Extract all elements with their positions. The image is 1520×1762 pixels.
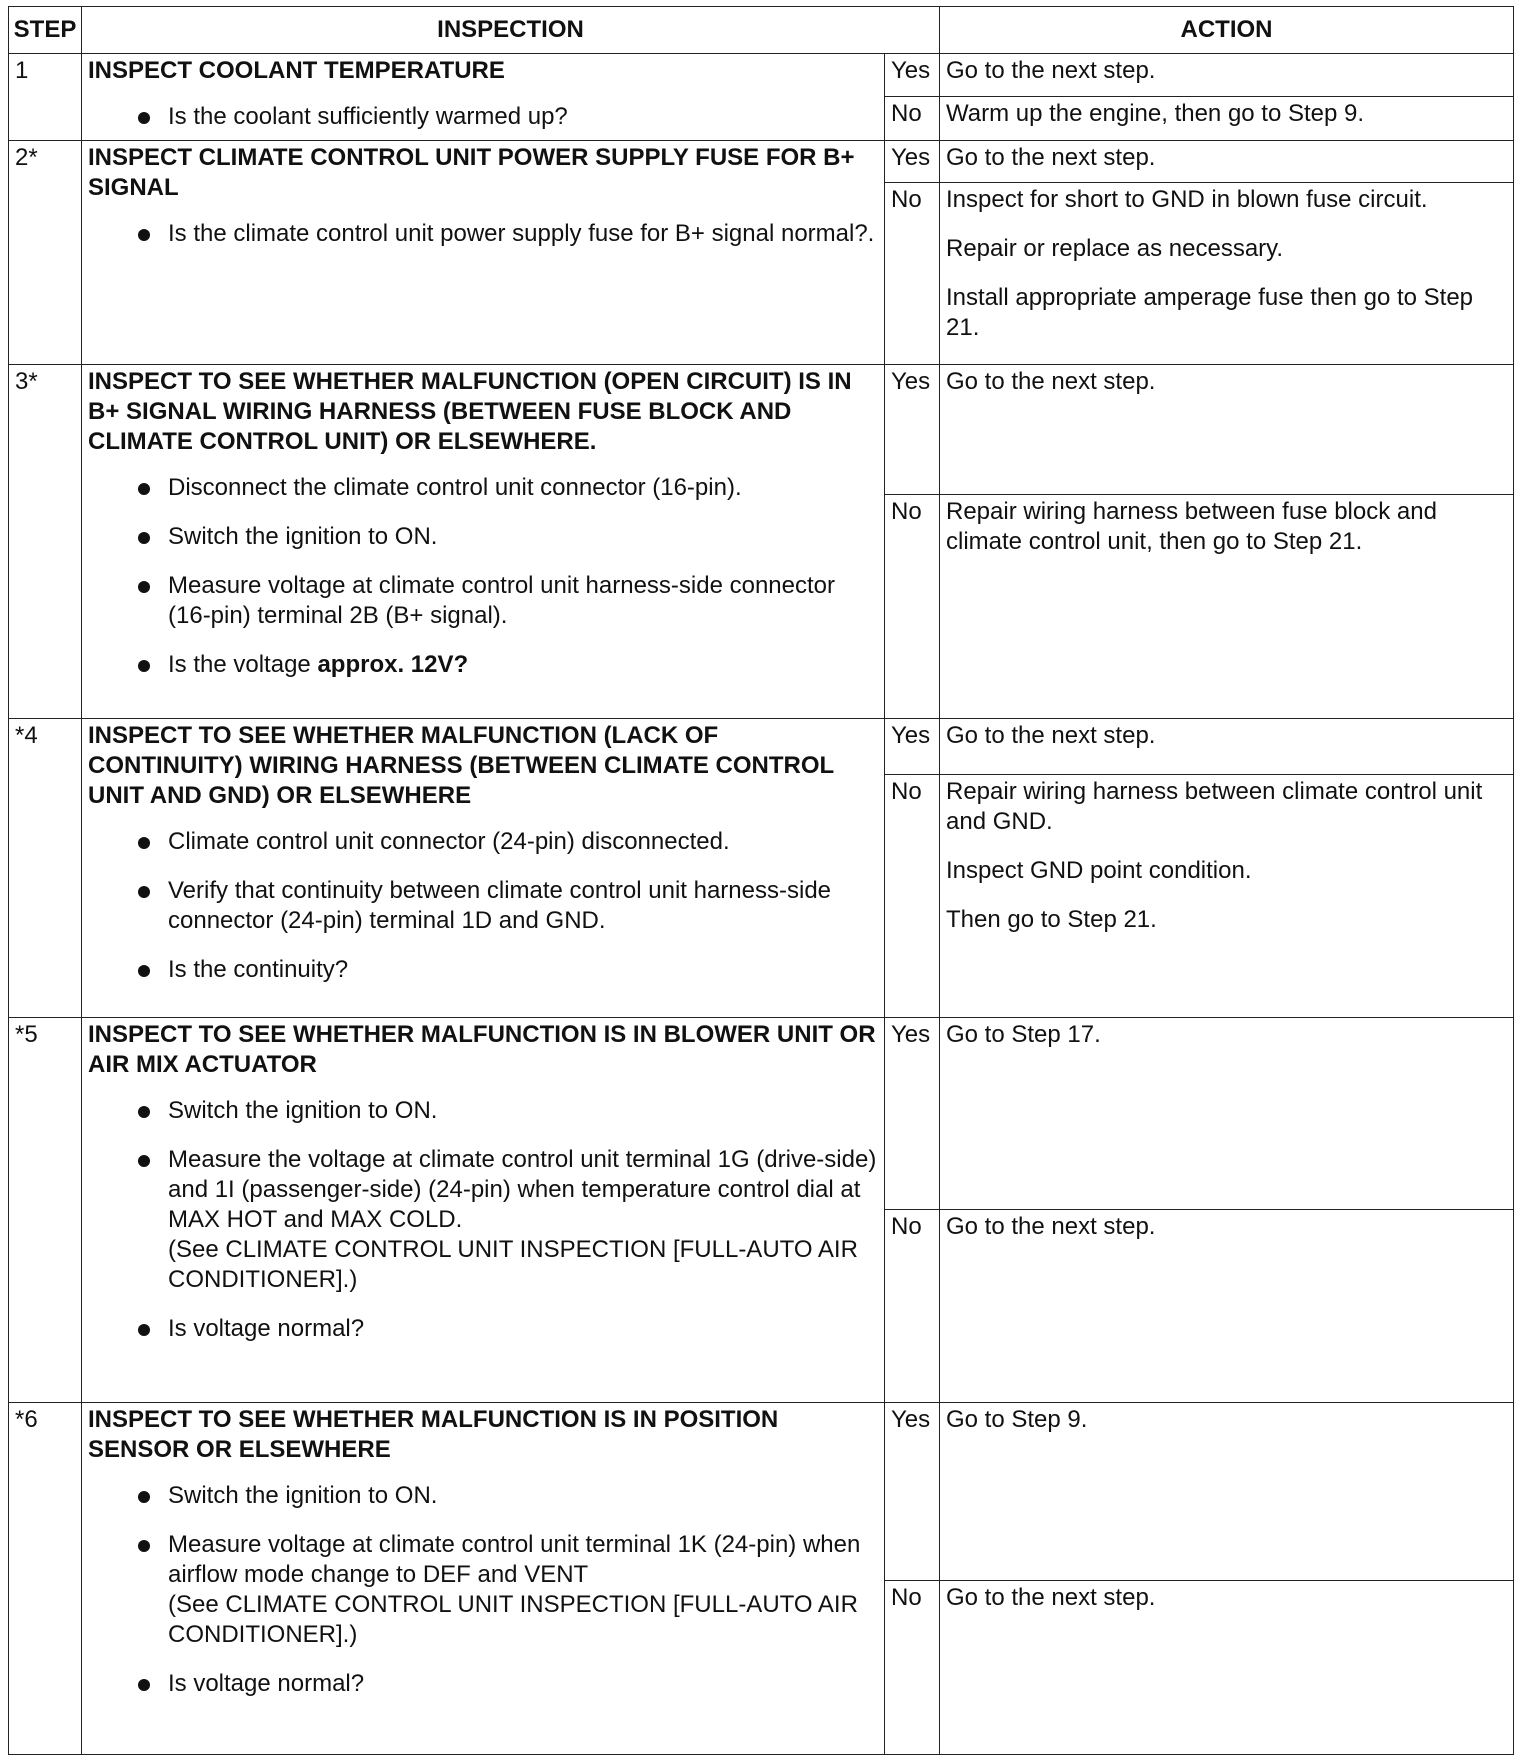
inspection-cell	[82, 54, 885, 141]
inspection-bullets	[88, 827, 878, 985]
bullet-item: Measure voltage at climate control unit harness-side connector (16-pin) terminal 2B (B+ signal).	[88, 571, 878, 631]
step-number: *5	[9, 1018, 82, 1403]
bullet-item: Is the climate control unit power supply fuse for B+ signal normal?.	[88, 219, 878, 249]
yes-action: Go to the next step.	[940, 54, 1514, 97]
bullet-item: Is the continuity?	[88, 955, 878, 985]
no-label: No	[885, 1210, 940, 1403]
yes-action: Go to the next step.	[940, 719, 1514, 775]
inspection-cell	[82, 1403, 885, 1755]
bullet-icon	[138, 229, 150, 241]
step-row-1	[9, 54, 1514, 97]
bullet-icon	[138, 532, 150, 544]
bullet-icon	[138, 1155, 150, 1167]
bullet-icon	[138, 1679, 150, 1691]
header-row	[9, 7, 1514, 54]
inspection-title: INSPECT TO SEE WHETHER MALFUNCTION (OPEN CIRCUIT) IS IN B+ SIGNAL WIRING HARNESS (BETWEEN FUSE BLOCK AND CLIMATE CONTROL UNIT) OR ELSEWHERE.	[88, 368, 852, 455]
step-number: 3*	[9, 365, 82, 719]
bullet-item: Climate control unit connector (24-pin) disconnected.	[88, 827, 878, 857]
inspection-bullets	[88, 473, 878, 680]
inspection-bullets	[88, 1314, 878, 1344]
inspection-cell	[82, 365, 885, 719]
yes-action: Go to Step 17.	[940, 1018, 1514, 1210]
yes-action: Go to the next step.	[940, 365, 1514, 495]
step-row-4	[9, 719, 1514, 775]
bullet-item: Is voltage normal?	[88, 1669, 878, 1699]
step-row-6	[9, 1403, 1514, 1581]
diagnostic-procedure-table	[8, 6, 1514, 1755]
inspection-cell	[82, 719, 885, 1018]
yes-label: Yes	[885, 719, 940, 775]
yes-label: Yes	[885, 365, 940, 495]
yes-label: Yes	[885, 141, 940, 183]
step-number: *6	[9, 1403, 82, 1755]
reference-note: (See CLIMATE CONTROL UNIT INSPECTION [FULL-AUTO AIR CONDITIONER].)	[168, 1591, 858, 1648]
no-label: No	[885, 97, 940, 141]
no-action: Repair wiring harness between climate control unit and GND. Inspect GND point condition. Then go to Step 21.	[940, 775, 1514, 1018]
inspection-bullets	[88, 219, 878, 249]
bullet-icon	[138, 1540, 150, 1552]
inspection-title: INSPECT TO SEE WHETHER MALFUNCTION IS IN BLOWER UNIT OR AIR MIX ACTUATOR	[88, 1021, 876, 1078]
bullet-icon	[138, 112, 150, 124]
no-label: No	[885, 775, 940, 1018]
bullet-item: Disconnect the climate control unit connector (16-pin).	[88, 473, 878, 503]
inspection-header: INSPECTION	[82, 7, 940, 54]
yes-label: Yes	[885, 1018, 940, 1210]
yes-label: Yes	[885, 54, 940, 97]
inspection-cell	[82, 1018, 885, 1403]
step-header: STEP	[9, 7, 82, 54]
no-label: No	[885, 183, 940, 365]
no-label: No	[885, 495, 940, 719]
no-action: Warm up the engine, then go to Step 9.	[940, 97, 1514, 141]
bullet-icon	[138, 837, 150, 849]
inspection-bullets	[88, 1669, 878, 1699]
action-header: ACTION	[940, 7, 1514, 54]
bullet-item: Is the coolant sufficiently warmed up?	[88, 102, 878, 132]
inspection-title: INSPECT TO SEE WHETHER MALFUNCTION (LACK OF CONTINUITY) WIRING HARNESS (BETWEEN CLIMATE CONTROL UNIT AND GND) OR ELSEWHERE	[88, 722, 834, 809]
step-number: 2*	[9, 141, 82, 365]
bullet-item: Measure the voltage at climate control unit terminal 1G (drive-side) and 1I (passenger-side) (24-pin) when temperature control dial at MAX HOT and MAX COLD.	[88, 1145, 878, 1235]
bullet-icon	[138, 886, 150, 898]
step-row-3	[9, 365, 1514, 495]
no-action: Go to the next step.	[940, 1210, 1514, 1403]
bullet-icon	[138, 1106, 150, 1118]
no-action: Repair wiring harness between fuse block and climate control unit, then go to Step 21.	[940, 495, 1514, 719]
bullet-icon	[138, 581, 150, 593]
bullet-icon	[138, 1324, 150, 1336]
no-action: Go to the next step.	[940, 1581, 1514, 1755]
yes-action: Go to Step 9.	[940, 1403, 1514, 1581]
bullet-icon	[138, 660, 150, 672]
reference-note: (See CLIMATE CONTROL UNIT INSPECTION [FULL-AUTO AIR CONDITIONER].)	[168, 1236, 858, 1293]
no-action: Inspect for short to GND in blown fuse circuit. Repair or replace as necessary. Install appropriate amperage fuse then go to Step 21.	[940, 183, 1514, 365]
yes-label: Yes	[885, 1403, 940, 1581]
bullet-item: Switch the ignition to ON.	[88, 1096, 878, 1126]
inspection-bullets	[88, 102, 878, 132]
bullet-icon	[138, 965, 150, 977]
bullet-item: Switch the ignition to ON.	[88, 1481, 878, 1511]
bullet-item: Measure voltage at climate control unit terminal 1K (24-pin) when airflow mode change to DEF and VENT	[88, 1530, 878, 1590]
step-number: 1	[9, 54, 82, 141]
no-label: No	[885, 1581, 940, 1755]
step-number: *4	[9, 719, 82, 1018]
bullet-item: Is voltage normal?	[88, 1314, 878, 1344]
inspection-bullets	[88, 1096, 878, 1235]
bullet-item: Is the voltage approx. 12V?	[88, 650, 878, 680]
inspection-bullets	[88, 1481, 878, 1590]
inspection-title: INSPECT COOLANT TEMPERATURE	[88, 57, 505, 84]
yes-action: Go to the next step.	[940, 141, 1514, 183]
bullet-item: Verify that continuity between climate control unit harness-side connector (24-pin) terminal 1D and GND.	[88, 876, 878, 936]
bullet-item: Switch the ignition to ON.	[88, 522, 878, 552]
step-row-2	[9, 141, 1514, 183]
inspection-title: INSPECT CLIMATE CONTROL UNIT POWER SUPPLY FUSE FOR B+ SIGNAL	[88, 144, 855, 201]
bullet-icon	[138, 483, 150, 495]
bullet-icon	[138, 1491, 150, 1503]
inspection-cell	[82, 141, 885, 365]
inspection-title: INSPECT TO SEE WHETHER MALFUNCTION IS IN POSITION SENSOR OR ELSEWHERE	[88, 1406, 779, 1463]
step-row-5	[9, 1018, 1514, 1210]
